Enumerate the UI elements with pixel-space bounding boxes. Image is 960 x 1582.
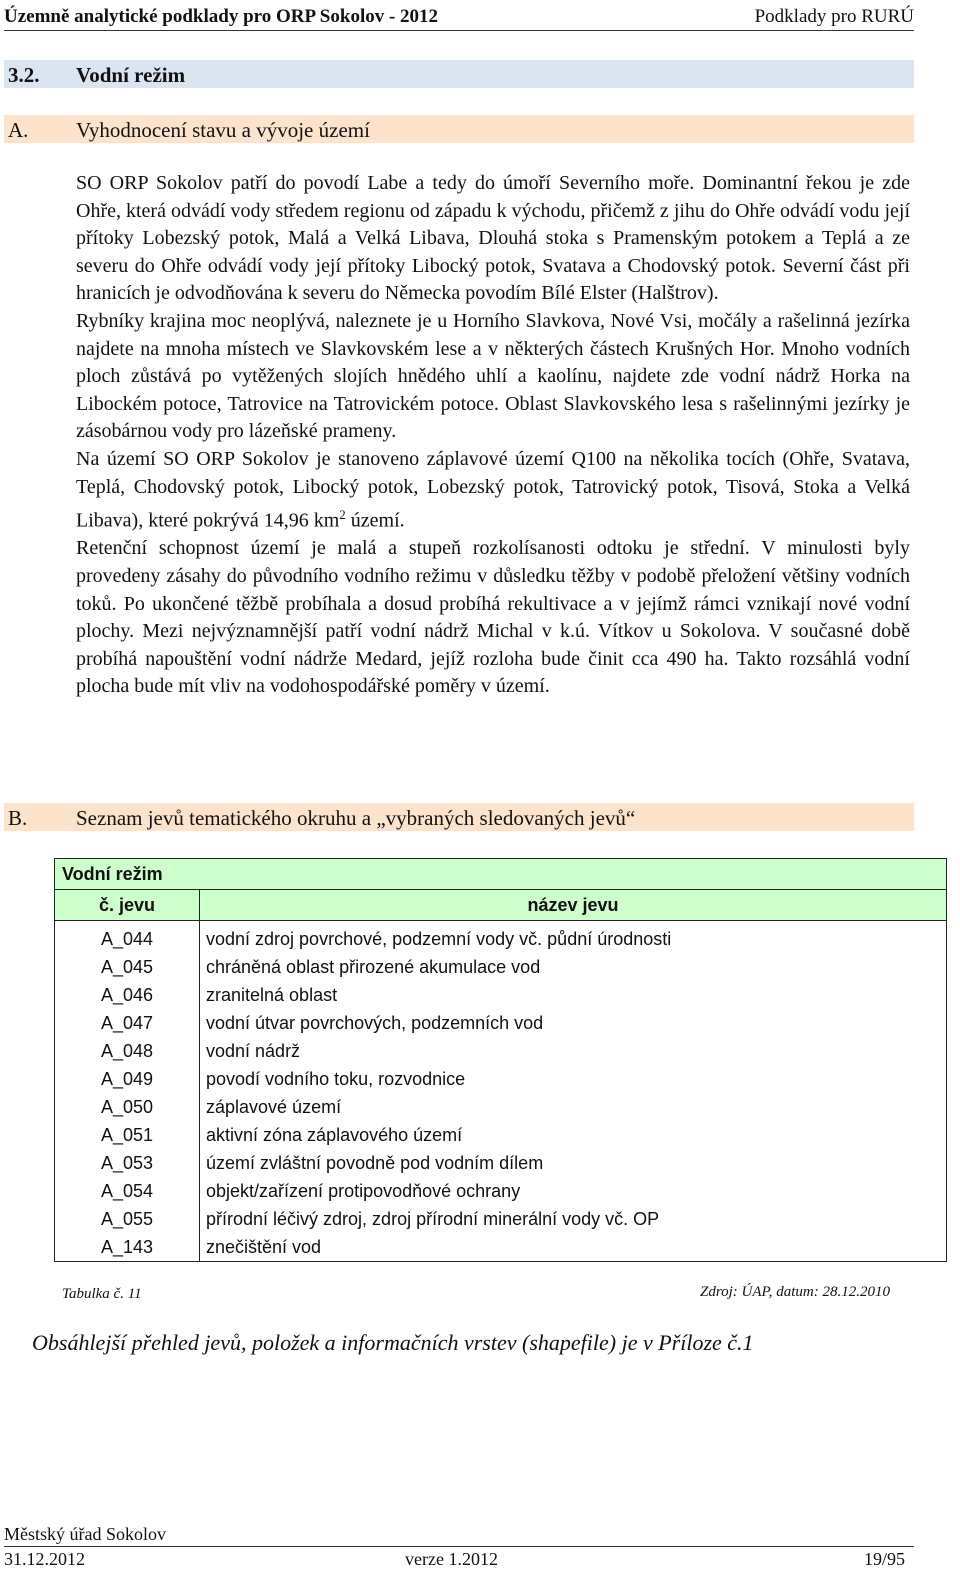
paragraph-4: Retenční schopnost území je malá a stupeň rozkolísanosti odtoku je střední. V minulosti byly provedeny zásahy do původního vodního režimu v důsledku těžby v podobě přeložení většiny vodních toků. Po ukončené těžbě probíhala a dosud probíhá rekultivace a v jejímž rámci vznikají nové vodní plochy. Mezi nejvýznamnější patří vodní nádrž Michal v k.ú. Vítkov u Sokolova. V současné době probíhá napouštění vodní nádrže Medard, jejíž rozloha bude činit cca 490 ha. Takto rozsáhlá vodní plocha bude mít vliv na vodohospodářské poměry v území.	[76, 537, 910, 698]
phenomenon-code: A_054	[55, 1177, 200, 1205]
paragraph-3-tail: území.	[345, 509, 405, 532]
table-row	[55, 1205, 947, 1233]
phenomenon-name: přírodní léčivý zdroj, zdroj přírodní minerální vody vč. OP	[200, 1205, 947, 1233]
table-title-row	[55, 859, 947, 890]
phenomenon-code: A_048	[55, 1037, 200, 1065]
header-title: Územně analytické podklady pro ORP Sokolov - 2012	[4, 6, 439, 27]
phenomenon-code: A_046	[55, 981, 200, 1009]
paragraph-2: Rybníky krajina moc neoplývá, naleznete je u Horního Slavkova, Nové Vsi, močály a rašelinná jezírka najdete na mnoha místech ve Slavkovském lese a v některých částech Krušných Hor. Mnoho vodních ploch zůstává po vytěžených slojích hnědého uhlí a kaolínu, najdete zde vodní nádrž Horka na Libockém potoce, Tatrovice na Tatrovickém potoce. Oblast Slavkovského lesa s rašelinnými jezírky je zásobárnou vody pro lázeňské prameny.	[76, 309, 910, 443]
table-caption: Tabulka č. 11	[62, 1286, 142, 1302]
phenomenon-name: znečištění vod	[200, 1233, 947, 1262]
phenomenon-name: objekt/zařízení protipovodňové ochrany	[200, 1177, 947, 1205]
phenomenon-name: vodní útvar povrchových, podzemních vod	[200, 1009, 947, 1037]
table-header-row	[55, 890, 947, 921]
phenomenon-code: A_047	[55, 1009, 200, 1037]
phenomenon-code: A_045	[55, 953, 200, 981]
table-row	[55, 1149, 947, 1177]
phenomenon-name: vodní nádrž	[200, 1037, 947, 1065]
table-row	[55, 1233, 947, 1262]
phenomenon-code: A_055	[55, 1205, 200, 1233]
subsection-a-letter: A.	[8, 118, 29, 142]
subsection-b-heading	[4, 803, 914, 831]
table-row	[55, 1037, 947, 1065]
footer-page-number: 19/95	[864, 1549, 906, 1569]
phenomena-table	[54, 858, 947, 1262]
phenomenon-name: zranitelná oblast	[200, 981, 947, 1009]
phenomenon-code: A_053	[55, 1149, 200, 1177]
phenomenon-name: chráněná oblast přirozené akumulace vod	[200, 953, 947, 981]
phenomenon-name: aktivní zóna záplavového území	[200, 1121, 947, 1149]
paragraph-1: SO ORP Sokolov patří do povodí Labe a tedy do úmoří Severního moře. Dominantní řekou je zde Ohře, která odvádí vody středem regionu od západu k východu, přičemž z jihu do Ohře odvádí vodu její přítoky Lobezský potok, Malá a Velká Libava, Dlouhá stoka s Pramenským potokem a Teplá a ze severu do Ohře odvádí vody její přítoky Libocký potok, Svatava a Chodovský potok. Severní část při hranicích je odvodňována k severu do Německa povodím Bílé Elster (Halštrov).	[76, 172, 910, 305]
table-title: Vodní režim	[55, 859, 947, 890]
phenomenon-code: A_049	[55, 1065, 200, 1093]
header-right-label: Podklady pro RURÚ	[754, 6, 914, 27]
footer-date: 31.12.2012	[4, 1549, 85, 1569]
subsection-a-title: Vyhodnocení stavu a vývoje území	[76, 118, 370, 142]
paragraph-3	[76, 446, 910, 535]
phenomenon-name: záplavové území	[200, 1093, 947, 1121]
table-row	[55, 1009, 947, 1037]
paragraph-3-superscript: 2	[339, 507, 346, 523]
table-body	[55, 925, 947, 1262]
phenomenon-name: povodí vodního toku, rozvodnice	[200, 1065, 947, 1093]
table-row	[55, 1121, 947, 1149]
subsection-b-letter: B.	[8, 806, 28, 830]
appendix-note: Obsáhlejší přehled jevů, položek a informačních vrstev (shapefile) je v Příloze č.1	[32, 1330, 754, 1355]
body-text	[76, 170, 910, 701]
section-heading-main	[4, 60, 914, 88]
phenomenon-name: území zvláštní povodně pod vodním dílem	[200, 1149, 947, 1177]
table-source: Zdroj: ÚAP, datum: 28.12.2010	[700, 1284, 891, 1300]
phenomenon-code: A_044	[55, 925, 200, 953]
table-row	[55, 1065, 947, 1093]
phenomenon-code: A_050	[55, 1093, 200, 1121]
column-header-name: název jevu	[200, 890, 947, 921]
section-number: 3.2.	[8, 63, 40, 87]
phenomenon-code: A_143	[55, 1233, 200, 1262]
footer-version: verze 1.2012	[405, 1549, 498, 1569]
footer-divider	[4, 1546, 914, 1547]
paragraph-3-text: Na území SO ORP Sokolov je stanoveno záplavové území Q100 na několika tocích (Ohře, Svatava, Teplá, Chodovský potok, Libocký potok, Lobezský potok, Tatrovický potok, Tisová, Stoka a Velká Libava), které pokrývá 14,96 km	[76, 447, 910, 532]
phenomenon-name: vodní zdroj povrchové, podzemní vody vč. půdní úrodnosti	[200, 925, 947, 953]
table-row	[55, 981, 947, 1009]
subsection-a-heading	[4, 115, 914, 143]
footer-office: Městský úřad Sokolov	[4, 1524, 166, 1544]
table-row	[55, 925, 947, 953]
table-row	[55, 953, 947, 981]
phenomenon-code: A_051	[55, 1121, 200, 1149]
subsection-b-title: Seznam jevů tematického okruhu a „vybraných sledovaných jevů“	[76, 806, 636, 830]
page-header	[4, 4, 914, 31]
table-row	[55, 1093, 947, 1121]
section-title: Vodní režim	[76, 63, 186, 87]
column-header-code: č. jevu	[55, 890, 200, 921]
table-row	[55, 1177, 947, 1205]
